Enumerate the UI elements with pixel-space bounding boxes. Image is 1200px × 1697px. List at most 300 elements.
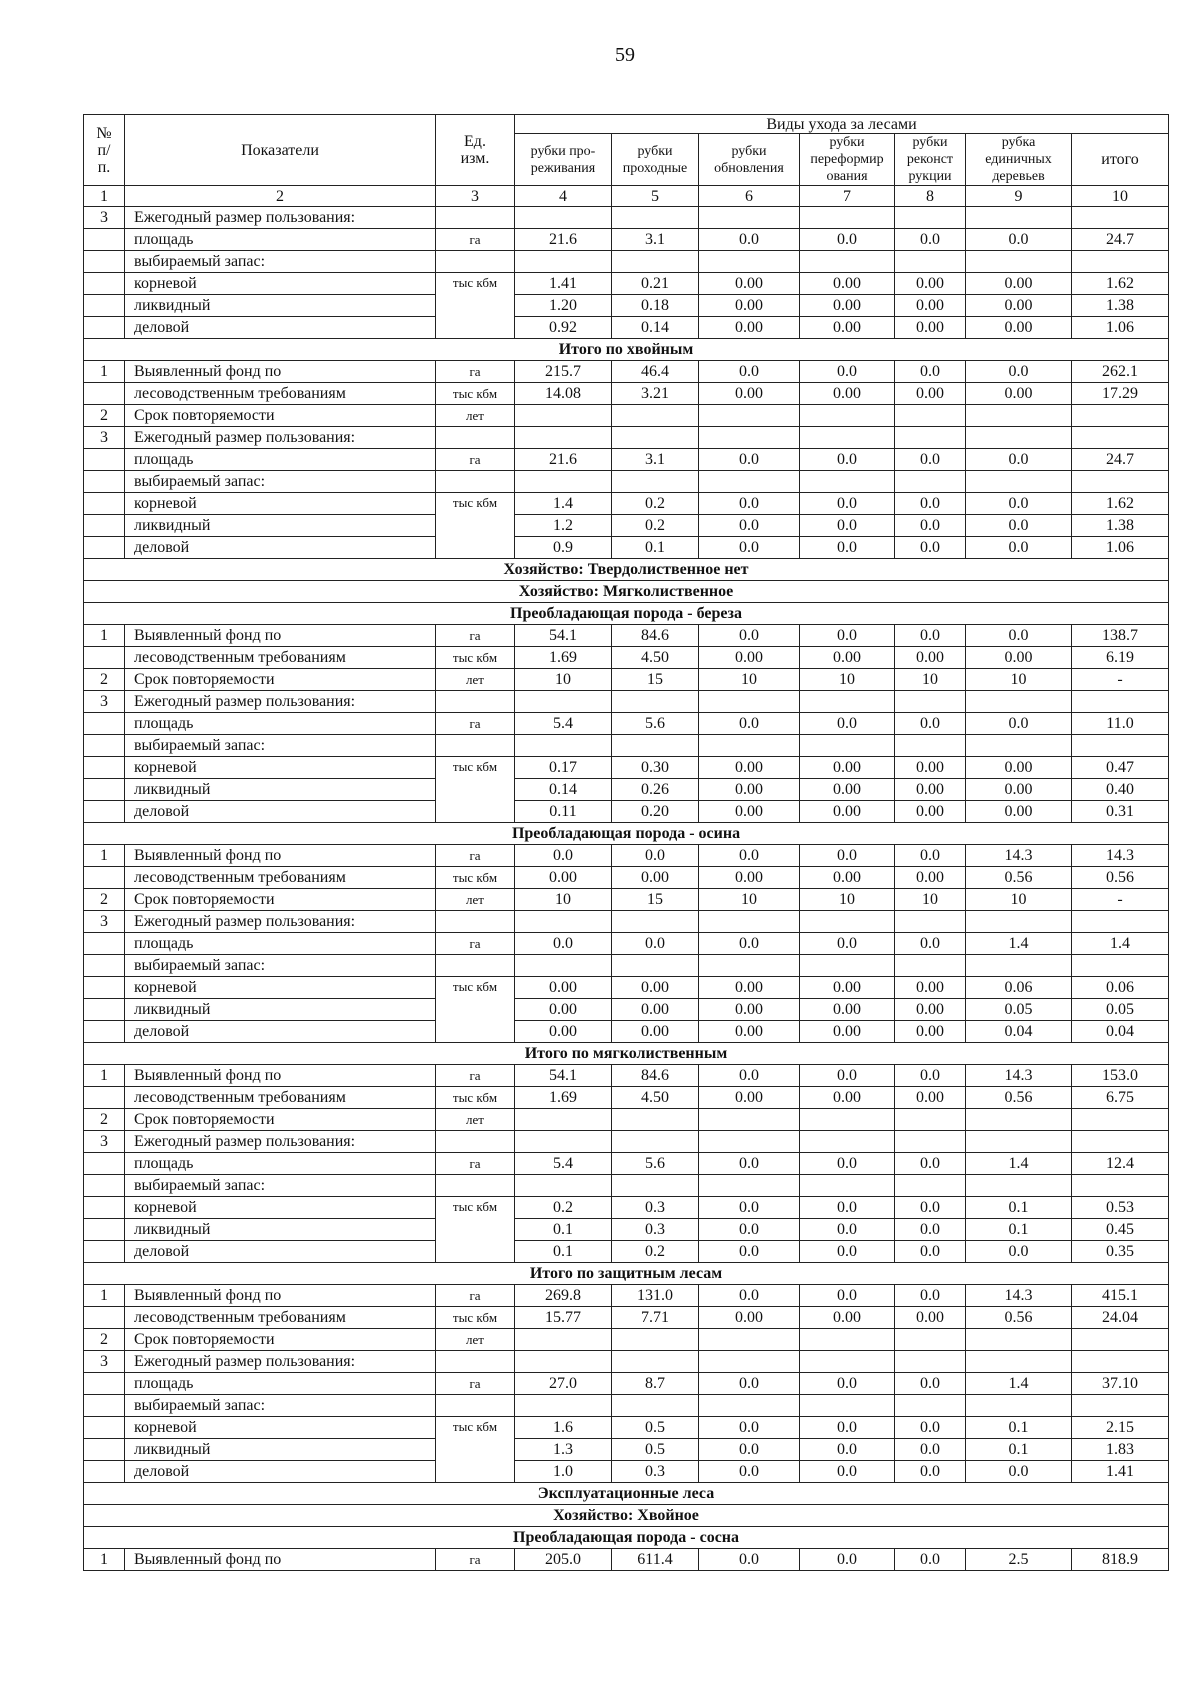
row-label: площадь: [125, 1373, 436, 1395]
value-cell: [800, 911, 895, 933]
row-number: [84, 251, 125, 273]
value-cell: 0.00: [699, 867, 800, 889]
value-cell: 27.0: [515, 1373, 612, 1395]
row-number: 1: [84, 1549, 125, 1571]
row-label: Срок повторяемости: [125, 1329, 436, 1351]
value-cell: 0.26: [612, 779, 699, 801]
value-cell: 0.0: [966, 449, 1072, 471]
value-cell: 0.2: [612, 1241, 699, 1263]
value-cell: 0.0: [800, 229, 895, 251]
value-cell: 0.56: [1072, 867, 1169, 889]
table-row: [84, 691, 1169, 713]
table-row: [84, 251, 1169, 273]
value-cell: 0.00: [800, 273, 895, 295]
row-unit: га: [436, 1549, 515, 1571]
value-cell: 0.00: [800, 383, 895, 405]
section-heading-row: [84, 581, 1169, 603]
value-cell: 0.00: [612, 977, 699, 999]
value-cell: 6.75: [1072, 1087, 1169, 1109]
row-label: деловой: [125, 1241, 436, 1263]
row-number: [84, 1373, 125, 1395]
value-cell: 0.0: [800, 361, 895, 383]
value-cell: [1072, 207, 1169, 229]
value-cell: 0.00: [699, 273, 800, 295]
value-cell: 24.7: [1072, 229, 1169, 251]
value-cell: [515, 1329, 612, 1351]
value-cell: [895, 911, 966, 933]
value-cell: 10: [699, 889, 800, 911]
value-cell: 0.00: [699, 1021, 800, 1043]
row-label: лесоводственным требованиям: [125, 1087, 436, 1109]
value-cell: 0.9: [515, 537, 612, 559]
value-cell: 0.00: [800, 999, 895, 1021]
value-cell: -: [1072, 669, 1169, 691]
table-row: [84, 955, 1169, 977]
row-unit: тыс кбм: [436, 867, 515, 889]
row-label: Выявленный фонд по: [125, 1285, 436, 1307]
row-unit: [436, 955, 515, 977]
value-cell: [1072, 911, 1169, 933]
row-label: ликвидный: [125, 999, 436, 1021]
row-label: Срок повторяемости: [125, 1109, 436, 1131]
header-type: рубки про- реживания: [515, 134, 612, 186]
table-row: [84, 1021, 1169, 1043]
value-cell: 0.00: [515, 977, 612, 999]
table-row: [84, 1417, 1169, 1439]
value-cell: 15: [612, 669, 699, 691]
header-type: итого: [1072, 134, 1169, 186]
row-unit: тыс кбм: [436, 977, 515, 1043]
value-cell: 21.6: [515, 449, 612, 471]
row-number: [84, 977, 125, 999]
column-number: 2: [125, 186, 436, 207]
row-label: площадь: [125, 933, 436, 955]
value-cell: 0.3: [612, 1461, 699, 1483]
value-cell: 0.21: [612, 273, 699, 295]
value-cell: 0.0: [800, 713, 895, 735]
value-cell: 0.00: [800, 867, 895, 889]
table-row: [84, 669, 1169, 691]
value-cell: [515, 911, 612, 933]
value-cell: 0.1: [966, 1417, 1072, 1439]
value-cell: 0.0: [699, 845, 800, 867]
value-cell: [1072, 251, 1169, 273]
value-cell: 0.0: [699, 1153, 800, 1175]
value-cell: [612, 251, 699, 273]
value-cell: 0.20: [612, 801, 699, 823]
value-cell: [1072, 691, 1169, 713]
value-cell: 1.38: [1072, 295, 1169, 317]
row-label: выбираемый запас:: [125, 471, 436, 493]
value-cell: 10: [515, 889, 612, 911]
header-unit: Ед. изм.: [436, 115, 515, 186]
value-cell: [612, 1175, 699, 1197]
row-label: Выявленный фонд по: [125, 361, 436, 383]
value-cell: 0.00: [800, 1021, 895, 1043]
value-cell: 2.5: [966, 1549, 1072, 1571]
row-label: Ежегодный размер пользования:: [125, 1131, 436, 1153]
value-cell: [515, 1351, 612, 1373]
value-cell: 0.0: [699, 1241, 800, 1263]
value-cell: 14.3: [1072, 845, 1169, 867]
value-cell: 0.14: [612, 317, 699, 339]
value-cell: 1.62: [1072, 273, 1169, 295]
value-cell: 0.14: [515, 779, 612, 801]
value-cell: 1.06: [1072, 537, 1169, 559]
value-cell: 0.00: [966, 647, 1072, 669]
row-number: 1: [84, 845, 125, 867]
value-cell: 0.00: [895, 295, 966, 317]
header-row: [84, 115, 1169, 134]
row-unit: га: [436, 933, 515, 955]
row-label: деловой: [125, 317, 436, 339]
row-number: 3: [84, 911, 125, 933]
value-cell: 0.0: [699, 1065, 800, 1087]
row-number: [84, 735, 125, 757]
column-number: 10: [1072, 186, 1169, 207]
value-cell: 0.0: [895, 933, 966, 955]
value-cell: 24.04: [1072, 1307, 1169, 1329]
table-row: [84, 867, 1169, 889]
value-cell: [515, 1131, 612, 1153]
row-number: [84, 1153, 125, 1175]
value-cell: 0.00: [966, 383, 1072, 405]
value-cell: 0.1: [515, 1241, 612, 1263]
value-cell: 0.0: [966, 625, 1072, 647]
forest-care-table: [83, 114, 1169, 1571]
row-label: лесоводственным требованиям: [125, 383, 436, 405]
table-row: [84, 537, 1169, 559]
value-cell: [699, 405, 800, 427]
value-cell: 0.5: [612, 1439, 699, 1461]
value-cell: 0.0: [699, 493, 800, 515]
value-cell: [515, 735, 612, 757]
row-number: [84, 449, 125, 471]
value-cell: 0.0: [699, 1197, 800, 1219]
row-number: [84, 295, 125, 317]
row-number: 2: [84, 405, 125, 427]
value-cell: [612, 1329, 699, 1351]
row-label: площадь: [125, 1153, 436, 1175]
table-row: [84, 1351, 1169, 1373]
value-cell: [800, 427, 895, 449]
value-cell: [800, 955, 895, 977]
table-row: [84, 427, 1169, 449]
row-unit: га: [436, 1065, 515, 1087]
section-heading: Итого по хвойным: [84, 339, 1169, 361]
value-cell: 14.3: [966, 1065, 1072, 1087]
table-row: [84, 1241, 1169, 1263]
value-cell: 0.00: [800, 647, 895, 669]
row-number: [84, 471, 125, 493]
value-cell: 5.6: [612, 1153, 699, 1175]
value-cell: 0.1: [966, 1439, 1072, 1461]
value-cell: 0.0: [966, 515, 1072, 537]
row-unit: лет: [436, 669, 515, 691]
row-label: Ежегодный размер пользования:: [125, 427, 436, 449]
value-cell: 0.56: [966, 867, 1072, 889]
value-cell: 0.00: [895, 867, 966, 889]
column-number: 6: [699, 186, 800, 207]
table-row: [84, 1461, 1169, 1483]
row-label: корневой: [125, 1197, 436, 1219]
section-heading-row: [84, 603, 1169, 625]
value-cell: [800, 691, 895, 713]
value-cell: 0.45: [1072, 1219, 1169, 1241]
value-cell: 0.00: [966, 801, 1072, 823]
row-number: [84, 801, 125, 823]
value-cell: 0.00: [699, 757, 800, 779]
table-row: [84, 207, 1169, 229]
value-cell: 5.4: [515, 1153, 612, 1175]
value-cell: 0.00: [966, 317, 1072, 339]
value-cell: 0.0: [895, 1197, 966, 1219]
value-cell: 0.00: [515, 1021, 612, 1043]
value-cell: 37.10: [1072, 1373, 1169, 1395]
value-cell: [966, 1175, 1072, 1197]
value-cell: 5.6: [612, 713, 699, 735]
row-unit: га: [436, 361, 515, 383]
row-number: [84, 757, 125, 779]
row-unit: [436, 691, 515, 713]
row-number: [84, 1395, 125, 1417]
value-cell: 0.0: [966, 361, 1072, 383]
row-label: деловой: [125, 1021, 436, 1043]
value-cell: 0.56: [966, 1087, 1072, 1109]
row-label: ликвидный: [125, 779, 436, 801]
row-unit: тыс кбм: [436, 1197, 515, 1263]
value-cell: [895, 1395, 966, 1417]
table-row: [84, 779, 1169, 801]
row-number: [84, 713, 125, 735]
row-label: площадь: [125, 229, 436, 251]
value-cell: 1.69: [515, 1087, 612, 1109]
value-cell: [1072, 1109, 1169, 1131]
table-row: [84, 317, 1169, 339]
table-row: [84, 1395, 1169, 1417]
value-cell: [699, 1131, 800, 1153]
value-cell: 3.21: [612, 383, 699, 405]
value-cell: 0.0: [699, 933, 800, 955]
header-group: Виды ухода за лесами: [515, 115, 1169, 134]
value-cell: 0.00: [800, 779, 895, 801]
value-cell: 8.7: [612, 1373, 699, 1395]
value-cell: 0.0: [515, 933, 612, 955]
value-cell: 0.00: [800, 295, 895, 317]
table-row: [84, 383, 1169, 405]
row-unit: тыс кбм: [436, 647, 515, 669]
value-cell: 10: [800, 669, 895, 691]
value-cell: [699, 251, 800, 273]
table-row: [84, 1131, 1169, 1153]
header-type: рубки реконст рукции: [895, 134, 966, 186]
value-cell: 7.71: [612, 1307, 699, 1329]
row-label: корневой: [125, 757, 436, 779]
section-heading-row: [84, 1263, 1169, 1285]
value-cell: 0.00: [966, 273, 1072, 295]
value-cell: -: [1072, 889, 1169, 911]
value-cell: [1072, 1395, 1169, 1417]
value-cell: 0.0: [800, 1219, 895, 1241]
value-cell: 54.1: [515, 1065, 612, 1087]
value-cell: [515, 207, 612, 229]
row-label: корневой: [125, 493, 436, 515]
value-cell: [895, 471, 966, 493]
value-cell: 0.00: [966, 779, 1072, 801]
value-cell: 1.41: [515, 273, 612, 295]
row-number: [84, 273, 125, 295]
value-cell: [612, 471, 699, 493]
table-row: [84, 1439, 1169, 1461]
value-cell: [895, 1109, 966, 1131]
value-cell: 0.0: [699, 1285, 800, 1307]
table-row: [84, 1109, 1169, 1131]
value-cell: [515, 405, 612, 427]
value-cell: [612, 1109, 699, 1131]
row-label: Выявленный фонд по: [125, 625, 436, 647]
value-cell: [699, 1175, 800, 1197]
row-number: 2: [84, 889, 125, 911]
value-cell: [966, 207, 1072, 229]
row-unit: га: [436, 713, 515, 735]
value-cell: [699, 427, 800, 449]
value-cell: [966, 427, 1072, 449]
value-cell: [699, 735, 800, 757]
value-cell: 0.0: [800, 1373, 895, 1395]
value-cell: [1072, 1175, 1169, 1197]
value-cell: [800, 405, 895, 427]
value-cell: [966, 1109, 1072, 1131]
value-cell: 17.29: [1072, 383, 1169, 405]
row-unit: лет: [436, 889, 515, 911]
value-cell: [699, 1395, 800, 1417]
value-cell: 21.6: [515, 229, 612, 251]
row-label: Ежегодный размер пользования:: [125, 911, 436, 933]
table-row: [84, 229, 1169, 251]
table-row: [84, 515, 1169, 537]
value-cell: [612, 207, 699, 229]
row-number: [84, 1087, 125, 1109]
header-type: рубка единичных деревьев: [966, 134, 1072, 186]
value-cell: 0.0: [895, 1439, 966, 1461]
value-cell: 10: [895, 889, 966, 911]
value-cell: [800, 1131, 895, 1153]
value-cell: [612, 735, 699, 757]
row-label: площадь: [125, 449, 436, 471]
value-cell: 1.4: [966, 933, 1072, 955]
row-unit: [436, 1351, 515, 1373]
table-row: [84, 1153, 1169, 1175]
row-number: [84, 955, 125, 977]
column-number: 5: [612, 186, 699, 207]
row-unit: [436, 1131, 515, 1153]
row-unit: лет: [436, 1109, 515, 1131]
value-cell: 0.00: [699, 295, 800, 317]
row-unit: [436, 735, 515, 757]
value-cell: [895, 207, 966, 229]
value-cell: 4.50: [612, 647, 699, 669]
row-unit: га: [436, 449, 515, 471]
row-number: [84, 933, 125, 955]
row-label: лесоводственным требованиям: [125, 1307, 436, 1329]
value-cell: 0.00: [699, 1087, 800, 1109]
column-number: 7: [800, 186, 895, 207]
table-row: [84, 647, 1169, 669]
row-number: 3: [84, 691, 125, 713]
value-cell: 0.0: [966, 1241, 1072, 1263]
value-cell: 0.0: [800, 1461, 895, 1483]
value-cell: 0.06: [966, 977, 1072, 999]
value-cell: 0.18: [612, 295, 699, 317]
value-cell: 0.0: [800, 449, 895, 471]
value-cell: 0.0: [699, 1219, 800, 1241]
table-row: [84, 1087, 1169, 1109]
value-cell: 0.30: [612, 757, 699, 779]
value-cell: [800, 471, 895, 493]
value-cell: [1072, 427, 1169, 449]
row-unit: тыс кбм: [436, 273, 515, 339]
row-number: 1: [84, 625, 125, 647]
row-number: [84, 1439, 125, 1461]
row-number: [84, 1197, 125, 1219]
value-cell: 0.0: [800, 1285, 895, 1307]
value-cell: 0.0: [966, 493, 1072, 515]
value-cell: [1072, 1329, 1169, 1351]
row-number: [84, 1175, 125, 1197]
value-cell: [966, 1351, 1072, 1373]
value-cell: 0.0: [612, 845, 699, 867]
section-heading-row: [84, 1043, 1169, 1065]
table-row: [84, 1197, 1169, 1219]
row-number: 3: [84, 1351, 125, 1373]
value-cell: [895, 251, 966, 273]
row-label: Выявленный фонд по: [125, 1065, 436, 1087]
row-label: Срок повторяемости: [125, 889, 436, 911]
row-label: ликвидный: [125, 1219, 436, 1241]
value-cell: 0.0: [800, 1417, 895, 1439]
column-number: 8: [895, 186, 966, 207]
value-cell: 0.0: [800, 1241, 895, 1263]
value-cell: 0.11: [515, 801, 612, 823]
row-number: [84, 999, 125, 1021]
value-cell: 15.77: [515, 1307, 612, 1329]
value-cell: 0.0: [895, 449, 966, 471]
value-cell: 611.4: [612, 1549, 699, 1571]
row-unit: тыс кбм: [436, 1307, 515, 1329]
header-indicators: Показатели: [125, 115, 436, 186]
value-cell: [966, 691, 1072, 713]
value-cell: [1072, 405, 1169, 427]
row-number: [84, 1461, 125, 1483]
value-cell: 818.9: [1072, 1549, 1169, 1571]
value-cell: 0.0: [699, 1549, 800, 1571]
value-cell: [966, 735, 1072, 757]
section-heading: Итого по защитным лесам: [84, 1263, 1169, 1285]
section-heading: Преобладающая порода - береза: [84, 603, 1169, 625]
row-number: 2: [84, 1329, 125, 1351]
value-cell: 0.00: [612, 867, 699, 889]
value-cell: [895, 955, 966, 977]
value-cell: 131.0: [612, 1285, 699, 1307]
table-row: [84, 449, 1169, 471]
value-cell: 0.2: [612, 493, 699, 515]
value-cell: [800, 207, 895, 229]
section-heading: Преобладающая порода - сосна: [84, 1527, 1169, 1549]
value-cell: 0.0: [699, 449, 800, 471]
section-heading: Преобладающая порода - осина: [84, 823, 1169, 845]
value-cell: 0.0: [699, 537, 800, 559]
row-label: ликвидный: [125, 295, 436, 317]
